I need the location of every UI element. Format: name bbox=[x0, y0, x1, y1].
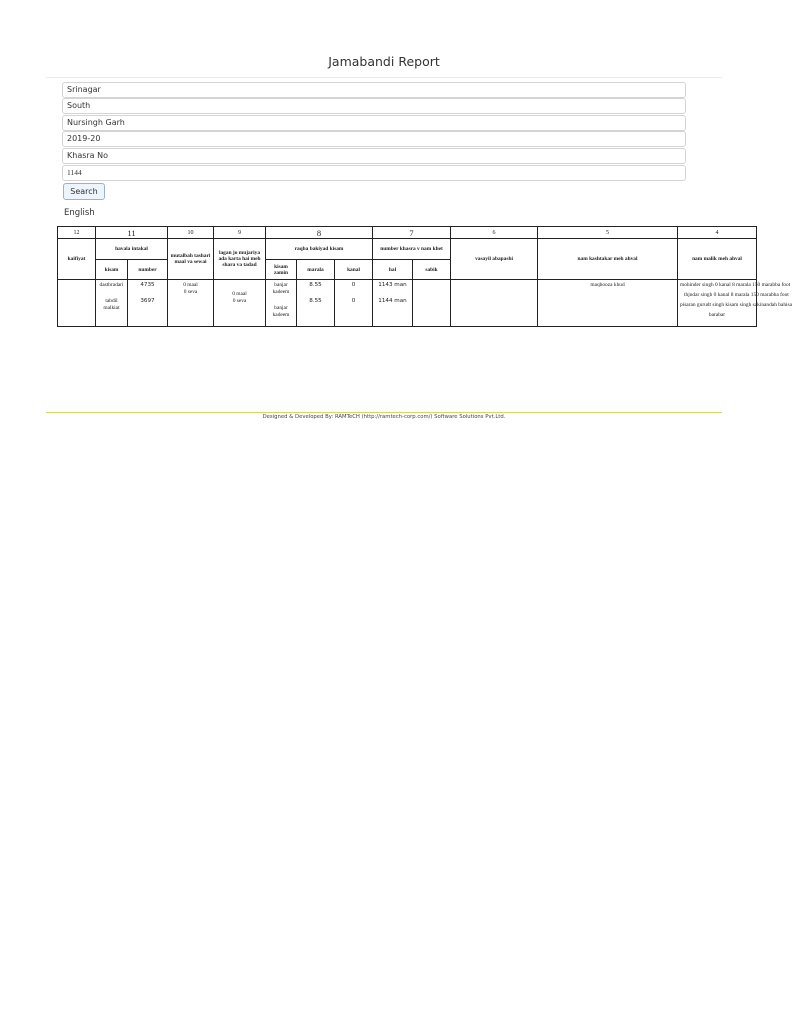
cell-text: 0 seva bbox=[232, 298, 247, 304]
cell-kanal bbox=[335, 280, 373, 327]
year-select[interactable]: 2019-20 bbox=[62, 131, 686, 147]
header-kisam: kisam bbox=[96, 260, 128, 280]
cell-text: 1144 man bbox=[378, 298, 407, 304]
header-lagan: lagan jo mujariya ada karta hai meh shara va tadad bbox=[214, 239, 266, 280]
col-number: 9 bbox=[214, 227, 266, 239]
district-select[interactable]: Srinagar bbox=[62, 82, 686, 98]
cell-text: 8.55 bbox=[309, 282, 322, 288]
footer-credit: Designed & Developed By: RAMTeCH (http://ramtech-corp.com/) Software Solutions Pvt.Ltd. bbox=[262, 414, 506, 420]
cell-mutalbah bbox=[168, 280, 214, 327]
col-number: 8 bbox=[266, 227, 373, 239]
cell-text: dastbradari bbox=[99, 282, 124, 288]
header-raqba: raqba bakiyad kisam bbox=[266, 239, 373, 260]
col-number: 6 bbox=[451, 227, 538, 239]
header-kaifiyat: kaifiyat bbox=[58, 239, 96, 280]
header-sabik: sabik bbox=[413, 260, 451, 280]
cell-vasayil bbox=[451, 280, 538, 327]
header-vasayil: vasayil abapashi bbox=[451, 239, 538, 280]
cell-text: 0 bbox=[351, 282, 356, 288]
cell-text: pisaran gurudt singh kisam singh sakinandah bahisa bbox=[680, 302, 792, 308]
cell-malik bbox=[678, 280, 792, 327]
cell-text: barabar bbox=[708, 312, 726, 318]
cell-text: 1143 man bbox=[378, 282, 407, 288]
cell-text: 0 bbox=[351, 298, 356, 304]
jamabandi-report-table bbox=[57, 226, 792, 327]
cell-kisam-zamin bbox=[266, 280, 297, 327]
title-divider bbox=[46, 77, 722, 78]
cell-lagan bbox=[214, 280, 266, 327]
cell-text: thjndar singh 0 kanal 8 marala 150 marabba foot bbox=[684, 292, 789, 298]
column-number-row bbox=[58, 227, 757, 239]
table-row bbox=[58, 280, 757, 327]
header-row bbox=[58, 239, 757, 260]
search-button[interactable]: Search bbox=[63, 183, 105, 200]
col-number: 11 bbox=[96, 227, 168, 239]
cell-intakal-kisam bbox=[96, 280, 128, 327]
cell-text: 0 maal bbox=[183, 282, 198, 288]
cell-hal bbox=[373, 280, 413, 327]
page-title: Jamabandi Report bbox=[328, 54, 440, 69]
cell-intakal-number bbox=[128, 280, 168, 327]
header-hal: hal bbox=[373, 260, 413, 280]
cell-text: 8.55 bbox=[309, 298, 322, 304]
cell-text: mohinder singh 0 kanal 8 marala 150 marabba foot bbox=[680, 282, 791, 288]
tehsil-select[interactable]: South bbox=[62, 98, 686, 114]
cell-text: banjar kadeem bbox=[272, 282, 290, 295]
language-toggle[interactable]: English bbox=[64, 208, 95, 218]
cell-marala bbox=[297, 280, 335, 327]
search-type-select[interactable]: Khasra No bbox=[62, 148, 686, 164]
header-number: number bbox=[128, 260, 168, 280]
header-havala-intakal: havala intakal bbox=[96, 239, 168, 260]
cell-kaifiyat bbox=[58, 280, 96, 327]
col-number: 10 bbox=[168, 227, 214, 239]
cell-text: 0 seva bbox=[183, 289, 198, 295]
cell-text: tabdil malkiat bbox=[103, 298, 120, 311]
khasra-input[interactable]: 1144 bbox=[62, 165, 686, 181]
cell-text: 0 maal bbox=[232, 291, 247, 297]
col-number: 7 bbox=[373, 227, 451, 239]
col-number: 4 bbox=[678, 227, 757, 239]
col-number: 12 bbox=[58, 227, 96, 239]
header-mutalbah: mutalbah tashari maal va sewai bbox=[168, 239, 214, 280]
header-number-khasra: number khasra v nam khet bbox=[373, 239, 451, 260]
header-nam-malik: nam malik meh ahval bbox=[678, 239, 757, 280]
header-marala: marala bbox=[297, 260, 335, 280]
header-kanal: kanal bbox=[335, 260, 373, 280]
col-number: 5 bbox=[538, 227, 678, 239]
cell-text: 3697 bbox=[140, 298, 155, 304]
header-nam-kashtakar: nam kashtakar meh ahval bbox=[538, 239, 678, 280]
cell-text: banjar kadeem bbox=[272, 305, 290, 318]
footer-divider bbox=[46, 412, 722, 413]
header-kisam-zamin: kisam zamin bbox=[266, 260, 297, 280]
cell-kashtakar: maqbooza khud bbox=[538, 280, 678, 327]
cell-text: 4735 bbox=[140, 282, 155, 288]
cell-sabik bbox=[413, 280, 451, 327]
village-select[interactable]: Nursingh Garh bbox=[62, 115, 686, 131]
